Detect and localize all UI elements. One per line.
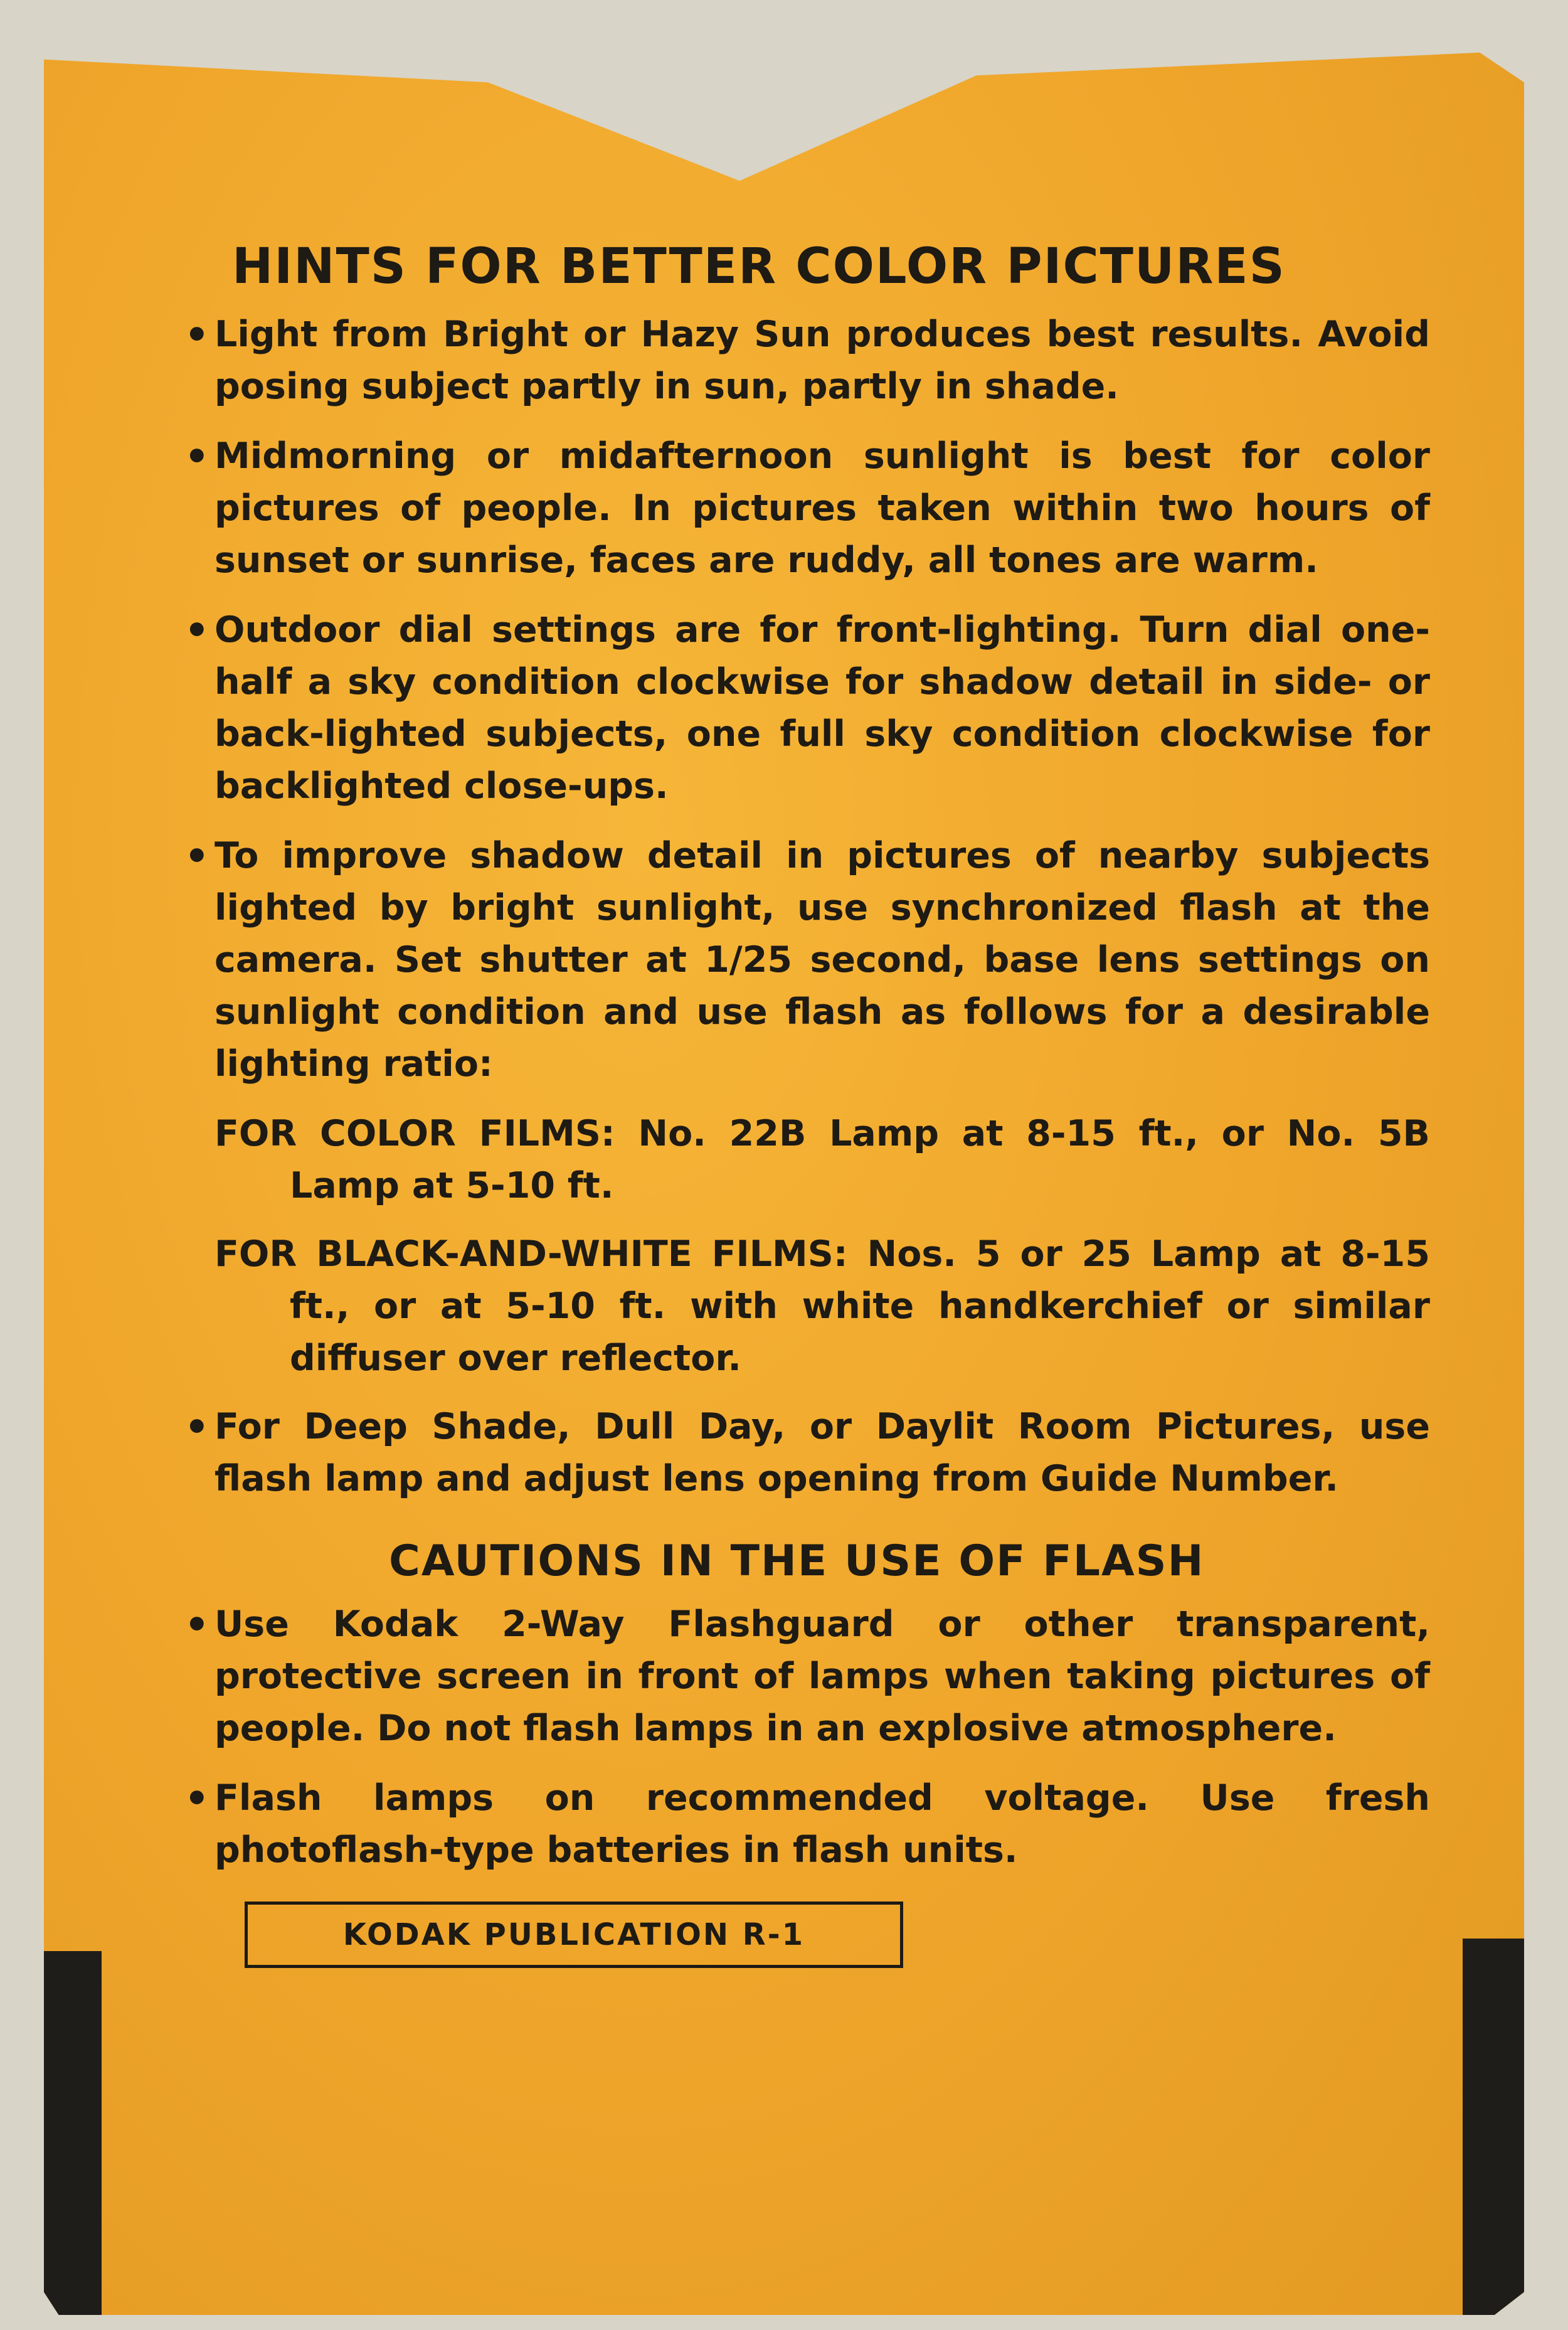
bw-films-note: FOR BLACK-AND-WHITE FILMS: Nos. 5 or 25 Lamp at 8-15 ft., or at 5-10 ft. with white handkerchief or similar diffuser over reflector.	[215, 1233, 1430, 1379]
cautions-title: CAUTIONS IN THE USE OF FLASH	[389, 1536, 1205, 1586]
hints-content	[182, 238, 1430, 1968]
hints-list-continued	[182, 1401, 1430, 1505]
right-dark-edge	[1463, 1939, 1524, 2327]
color-films-note: FOR COLOR FILMS: No. 22B Lamp at 8-15 ft., or No. 5B Lamp at 5-10 ft.	[215, 1113, 1430, 1206]
page-title: HINTS FOR BETTER COLOR PICTURES	[232, 238, 1286, 295]
hint-item: • For Deep Shade, Dull Day, or Daylit Room Pictures, use flash lamp and adjust lens opening from Guide Number.	[182, 1401, 1430, 1505]
hint-item: • Midmorning or midafternoon sunlight is best for color pictures of people. In pictures taken within two hours of sunset or sunrise, faces are ruddy, all tones are warm.	[182, 430, 1430, 587]
left-dark-edge	[44, 1951, 102, 2327]
hint-item: • Outdoor dial settings are for front-lighting. Turn dial one-half a sky condition clockwise for shadow detail in side- or back-lighted subjects, one full sky condition clockwise for backlighted close-ups.	[182, 604, 1430, 812]
hint-item: • Light from Bright or Hazy Sun produces best results. Avoid posing subject partly in sun, partly in shade.	[182, 309, 1430, 413]
cautions-list	[182, 1599, 1430, 1876]
hint-item: • To improve shadow detail in pictures of nearby subjects lighted by bright sunlight, use synchronized flash at the camera. Set shutter at 1/25 second, base lens settings on sunlight condition and use flash as follows for a desirable lighting ratio:	[182, 830, 1430, 1090]
caution-item: • Flash lamps on recommended voltage. Use fresh photoflash-type batteries in flash units.	[182, 1772, 1430, 1876]
publication-label: KODAK PUBLICATION R-1	[245, 1902, 903, 1968]
caution-item: • Use Kodak 2-Way Flashguard or other transparent, protective screen in front of lamps when taking pictures of people. Do not flash lamps in an explosive atmosphere.	[182, 1599, 1430, 1755]
hints-list	[182, 309, 1430, 1090]
